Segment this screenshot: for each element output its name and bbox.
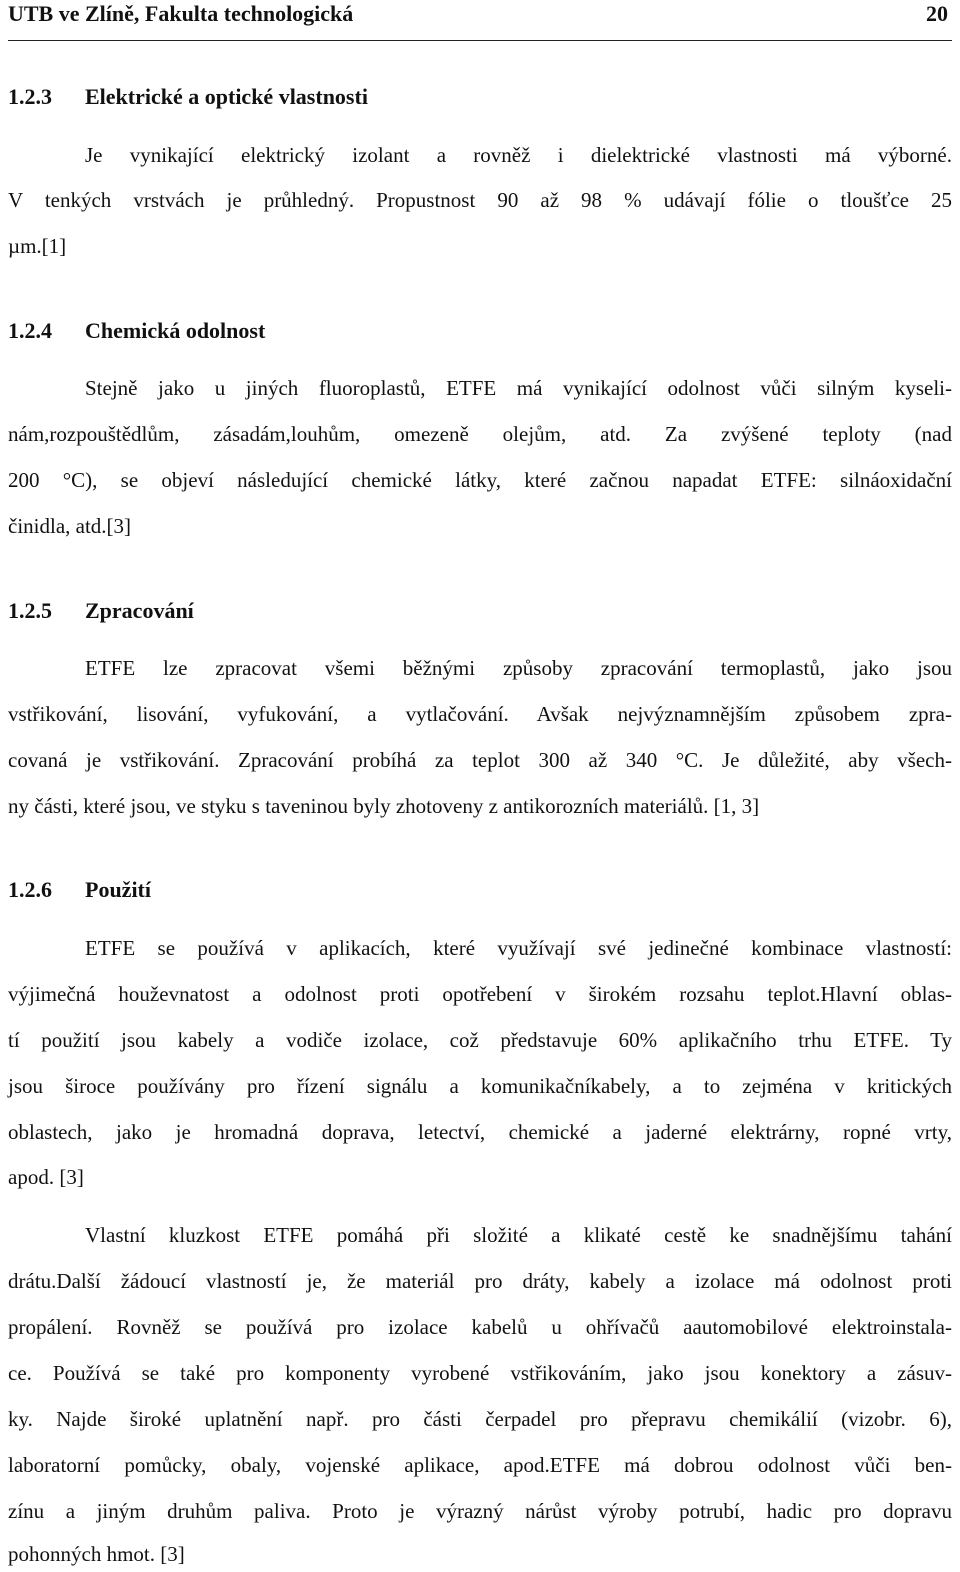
paragraph-line: tí použití jsou kabely a vodiče izolace, což představuje 60% aplikačního trhu ETFE. Ty: [8, 1028, 952, 1052]
header-title: UTB ve Zlíně, Fakulta technologická: [8, 1, 354, 26]
paragraph-line: µm.[1]: [8, 234, 67, 258]
paragraph-line: propálení. Rovněž se používá pro izolace kabelů u ohřívačů aautomobilové elektroinstala-: [8, 1315, 952, 1339]
paragraph-line: Stejně jako u jiných fluoroplastů, ETFE má vynikající odolnost vůči silným kyseli-: [85, 376, 952, 400]
paragraph-line: covaná je vstřikování. Zpracování probíhá za teplot 300 až 340 °C. Je důležité, aby všech-: [8, 748, 952, 772]
paragraph-line: ETFE lze zpracovat všemi běžnými způsoby zpracování termoplastů, jako jsou: [85, 656, 952, 680]
paragraph-line: výjimečná houževnatost a odolnost proti opotřebení v širokém rozsahu teplot.Hlavní oblas-: [8, 982, 952, 1006]
paragraph-line: pohonných hmot. [3]: [8, 1542, 185, 1566]
paragraph-line: zínu a jiným druhům paliva. Proto je výrazný nárůst výroby potrubí, hadic pro dopravu: [8, 1499, 952, 1523]
paragraph-line: vstřikování, lisování, vyfukování, a vytlačování. Avšak nejvýznamnějším způsobem zpra-: [8, 702, 952, 726]
paragraph-line: V tenkých vrstvách je průhledný. Propustnost 90 až 98 % udávají fólie o tloušťce 25: [8, 188, 952, 212]
paragraph-line: nám,rozpouštědlům, zásadám,louhům, omezeně olejům, atd. Za zvýšené teploty (nad: [8, 422, 952, 446]
section-number: 1.2.5: [8, 598, 52, 623]
section-title: Elektrické a optické vlastnosti: [85, 84, 368, 109]
section-title: Chemická odolnost: [85, 318, 266, 343]
paragraph-line: oblastech, jako je hromadná doprava, letectví, chemické a jaderné elektrárny, ropné vrty,: [8, 1120, 952, 1144]
section-heading: [8, 317, 265, 345]
section-number: 1.2.6: [8, 877, 52, 902]
paragraph-line: ce. Používá se také pro komponenty vyrobené vstřikováním, jako jsou konektory a zásuv-: [8, 1361, 952, 1385]
section-title: Zpracování: [85, 598, 194, 623]
paragraph-line: ETFE se používá v aplikacích, které využívají své jedinečné kombinace vlastností:: [85, 936, 952, 960]
paragraph-line: apod. [3]: [8, 1165, 84, 1189]
section-heading: [8, 876, 151, 904]
paragraph-line: jsou široce používány pro řízení signálu a komunikačníkabely, a to zejména v kritických: [8, 1074, 952, 1098]
paragraph-line: činidla, atd.[3]: [8, 514, 132, 538]
page-number: 20: [926, 1, 948, 26]
paragraph-line: Vlastní kluzkost ETFE pomáhá při složité a klikaté cestě ke snadnějšímu tahání: [85, 1223, 952, 1247]
paragraph-line: Je vynikající elektrický izolant a rovněž i dielektrické vlastnosti má výborné.: [85, 143, 952, 167]
section-number: 1.2.3: [8, 84, 52, 109]
running-header: [8, 0, 952, 41]
paragraph-line: ky. Najde široké uplatnění např. pro části čerpadel pro přepravu chemikálií (vizobr. 6),: [8, 1407, 952, 1431]
paragraph-line: ny části, které jsou, ve styku s taveninou byly zhotoveny z antikorozních materiálů. [1, 3]: [8, 794, 760, 818]
section-number: 1.2.4: [8, 318, 52, 343]
paragraph-line: 200 °C), se objeví následující chemické látky, které začnou napadat ETFE: silnáoxidační: [8, 468, 952, 492]
section-heading: [8, 597, 194, 625]
section-heading: [8, 83, 368, 111]
section-title: Použití: [85, 877, 151, 902]
paragraph-line: laboratorní pomůcky, obaly, vojenské aplikace, apod.ETFE má dobrou odolnost vůči ben-: [8, 1453, 952, 1477]
paragraph-line: drátu.Další žádoucí vlastností je, že materiál pro dráty, kabely a izolace má odolnost proti: [8, 1269, 952, 1293]
